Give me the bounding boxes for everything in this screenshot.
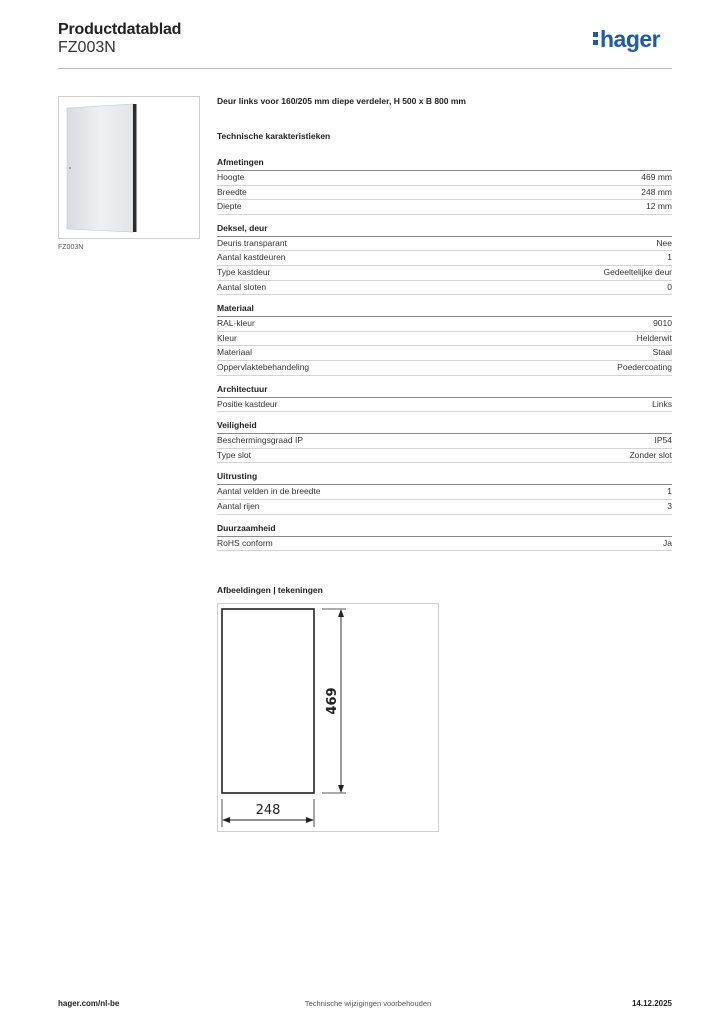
spec-section xyxy=(217,223,672,295)
spec-label: Aantal sloten xyxy=(217,281,267,292)
spec-row xyxy=(217,251,672,266)
product-image-caption: FZ003N xyxy=(58,244,84,251)
spec-row xyxy=(217,317,672,332)
technical-characteristics-title: Technische karakteristieken xyxy=(217,131,331,141)
spec-label: Breedte xyxy=(217,186,247,197)
spec-value: Zonder slot xyxy=(629,449,672,460)
spec-row xyxy=(217,200,672,215)
spec-section xyxy=(217,523,672,552)
spec-row xyxy=(217,500,672,515)
spec-value: 469 mm xyxy=(641,172,672,182)
spec-section-title: Uitrusting xyxy=(217,471,672,485)
spec-value: Links xyxy=(652,398,672,409)
spec-value: 9010 xyxy=(653,318,672,329)
spec-row xyxy=(217,346,672,361)
document-title: Productdatablad xyxy=(58,21,182,38)
footer-date: 14.12.2025 xyxy=(631,999,672,1008)
spec-row xyxy=(217,186,672,201)
spec-section xyxy=(217,157,672,215)
specifications xyxy=(217,96,672,559)
spec-label: Aantal kastdeuren xyxy=(217,252,286,263)
spec-row xyxy=(217,266,672,281)
drawing-outline xyxy=(222,609,314,793)
spec-section xyxy=(217,471,672,514)
spec-section-title: Duurzaamheid xyxy=(217,523,672,537)
spec-row xyxy=(217,281,672,296)
spec-value: Ja xyxy=(663,537,672,548)
product-description: Deur links voor 160/205 mm diepe verdeler, H 500 x B 800 mm xyxy=(217,96,466,106)
spec-row xyxy=(217,398,672,413)
spec-section-title: Veiligheid xyxy=(217,420,672,434)
spec-label: Type slot xyxy=(217,449,252,460)
spec-value: Nee xyxy=(656,237,672,248)
spec-label: RoHS conform xyxy=(217,537,273,548)
spec-label: Materiaal xyxy=(217,347,252,358)
spec-label: Kleur xyxy=(217,332,237,343)
spec-value: Staal xyxy=(652,347,672,358)
spec-label: RAL-kleur xyxy=(217,318,255,329)
spec-value: 1 xyxy=(667,486,672,497)
spec-section-title: Afmetingen xyxy=(217,157,672,171)
spec-label: Diepte xyxy=(217,201,242,212)
product-code: FZ003N xyxy=(58,39,116,56)
spec-row xyxy=(217,361,672,376)
spec-section xyxy=(217,303,672,375)
spec-label: Positie kastdeur xyxy=(217,398,278,409)
footer-website[interactable]: hager.com/nl-be xyxy=(58,999,120,1008)
spec-value: IP54 xyxy=(654,435,672,446)
spec-label: Hoogte xyxy=(217,172,245,182)
product-image xyxy=(58,96,200,239)
header-divider xyxy=(58,68,672,69)
spec-value: 3 xyxy=(667,500,672,511)
spec-row xyxy=(217,332,672,347)
spec-section-title: Materiaal xyxy=(217,303,672,317)
spec-label: Type kastdeur xyxy=(217,266,271,277)
spec-row xyxy=(217,237,672,252)
logo-text: hager xyxy=(600,26,661,52)
spec-section-title: Architectuur xyxy=(217,384,672,398)
spec-label: Aantal rijen xyxy=(217,500,260,511)
spec-value: Gedeeltelijke deur xyxy=(603,266,672,277)
spec-row xyxy=(217,449,672,464)
spec-row xyxy=(217,537,672,552)
spec-value: 12 mm xyxy=(646,201,672,212)
spec-label: Oppervlaktebehandeling xyxy=(217,361,310,372)
door-panel-icon xyxy=(65,102,195,234)
spec-value: 0 xyxy=(667,281,672,292)
height-dimension-label: 469 xyxy=(325,687,340,715)
spec-label: Aantal velden in de breedte xyxy=(217,486,321,497)
drawings-title: Afbeeldingen | tekeningen xyxy=(217,585,323,595)
spec-value: 248 mm xyxy=(641,186,672,197)
footer-disclaimer: Technische wijzigingen voorbehouden xyxy=(304,999,432,1008)
spec-value: 1 xyxy=(667,252,672,263)
spec-value: Poedercoating xyxy=(617,361,672,372)
spec-section-title: Deksel, deur xyxy=(217,223,672,237)
hager-logo xyxy=(593,28,660,51)
logo-dots-icon xyxy=(593,32,599,46)
spec-sections xyxy=(217,157,672,551)
spec-label: Deuris transparant xyxy=(217,237,287,248)
spec-section xyxy=(217,420,672,463)
spec-row xyxy=(217,485,672,500)
dimension-drawing xyxy=(217,603,439,832)
spec-value: Helderwit xyxy=(636,332,672,343)
spec-row xyxy=(217,171,672,186)
spec-row xyxy=(217,434,672,449)
spec-section xyxy=(217,384,672,413)
width-dimension-label: 248 xyxy=(255,803,281,818)
spec-label: Beschermingsgraad IP xyxy=(217,435,303,446)
